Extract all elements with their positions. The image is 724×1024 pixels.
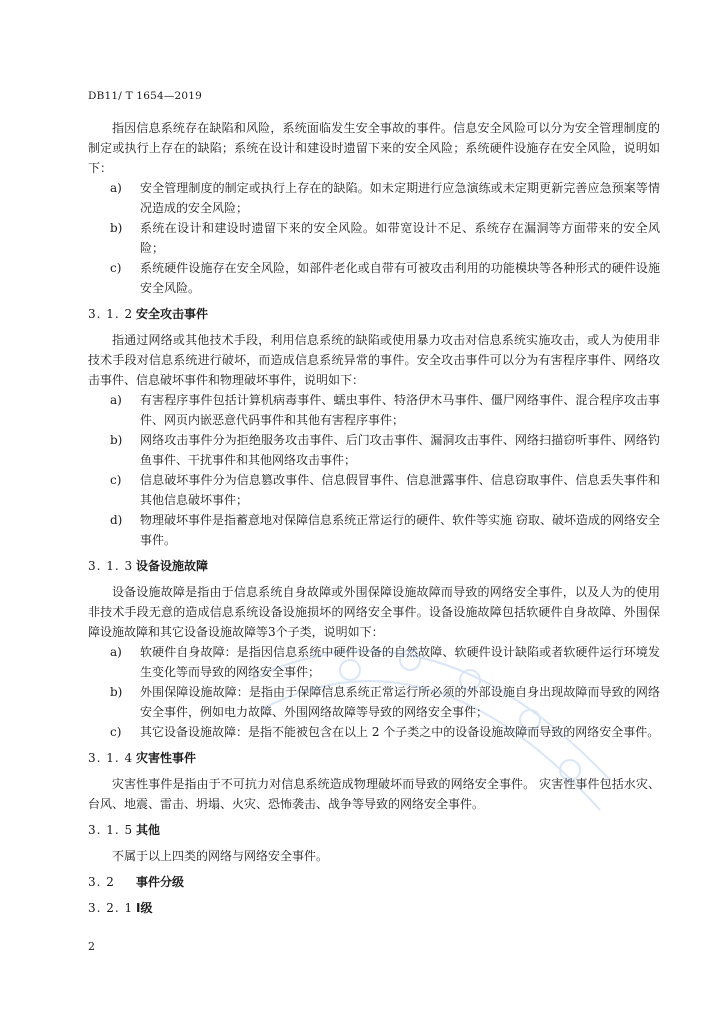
section-title: 灾害性事件 [136, 751, 197, 765]
list-item [88, 682, 660, 722]
paragraph: 设备设施故障是指由于信息系统自身故障或外围保障设施故障而导致的网络安全事件，以及人为的使用非技术手段无意的造成信息系统设备设施损坏的网络安全事件。设备设施故障包括软硬件自身故障、外围保障设施故障和其它设备设施故障等3个子类，说明如下： [88, 585, 660, 639]
paragraph: 灾害性事件是指由于不可抗力对信息系统造成物理破坏而导致的网络安全事件。 灾害性事件包括水灾、台风、地震、雷击、坍塌、火灾、恐怖袭击、战争等导致的网络安全事件。 [88, 777, 660, 811]
list-item [88, 722, 660, 742]
list-item [88, 390, 660, 430]
list-item [88, 430, 660, 470]
list-item-text: 系统在设计和建设时遗留下来的安全风险。如带宽设计不足、系统存在漏洞等方面带来的安全风险； [140, 221, 660, 255]
document-body [88, 118, 660, 924]
list-item [88, 178, 660, 218]
section-title: Ⅰ级 [136, 901, 153, 915]
section-heading [88, 820, 660, 840]
section-number: 3. 2. 1 [88, 901, 134, 915]
paragraph: 指通过网络或其他技术手段，利用信息系统的缺陷或使用暴力攻击对信息系统实施攻击，或人为使用非技术手段对信息系统进行破坏，而造成信息系统异常的事件。安全攻击事件可以分为有害程序事件、网络攻击事件、信息破坏事件和物理破坏事件，说明如下： [88, 333, 660, 387]
list-item-label: b) [110, 685, 123, 699]
list-item-text: 信息破坏事件分为信息篡改事件、信息假冒事件、信息泄露事件、信息窃取事件、信息丢失事件和其他信息破坏事件； [140, 473, 660, 507]
list-item-label: a) [110, 181, 122, 195]
list-item-text: 其它设备设施故障：是指不能被包含在以上 2 个子类之中的设备设施故障而导致的网络安全事件。 [140, 725, 660, 739]
section-heading [88, 898, 660, 918]
list-item-text: 网络攻击事件分为拒绝服务攻击事件、后门攻击事件、漏洞攻击事件、网络扫描窃听事件、网络钓鱼事件、干扰事件和其他网络攻击事件； [140, 433, 660, 467]
list-item-label: b) [110, 221, 123, 235]
section-heading [88, 872, 660, 892]
section-heading [88, 748, 660, 768]
list-item-label: c) [110, 261, 122, 275]
section-title: 其他 [136, 823, 161, 837]
list-item [88, 470, 660, 510]
section-number: 3. 2 [88, 875, 115, 889]
section-number: 3. 1. 4 [88, 751, 134, 765]
section-number: 3. 1. 5 [88, 823, 134, 837]
list-item [88, 510, 660, 550]
section-heading [88, 556, 660, 576]
list [88, 642, 660, 742]
list-item [88, 218, 660, 258]
section-heading [88, 304, 660, 324]
list-item-label: b) [110, 433, 123, 447]
list [88, 390, 660, 550]
list-item-text: 软硬件自身故障：是指因信息系统中硬件设备的自然故障、软硬件设计缺陷或者软硬件运行环境发生变化等而导致的网络安全事件； [140, 645, 660, 679]
list-item-label: c) [110, 725, 122, 739]
section-title: 安全攻击事件 [136, 307, 209, 321]
list-item-label: c) [110, 473, 122, 487]
list-item-text: 安全管理制度的制定或执行上存在的缺陷。如未定期进行应急演练或未定期更新完善应急预案等情况造成的安全风险； [140, 181, 660, 215]
list-item-label: a) [110, 645, 122, 659]
list-item-text: 系统硬件设施存在安全风险，如部件老化或自带有可被攻击利用的功能模块等各种形式的硬件设施安全风险。 [140, 261, 660, 295]
list-item-text: 外围保障设施故障：是指由于保障信息系统正常运行所必须的外部设施自身出现故障而导致的网络安全事件，例如电力故障、外围网络故障等导致的网络安全事件； [140, 685, 660, 719]
paragraph: 指因信息系统存在缺陷和风险，系统面临发生安全事故的事件。信息安全风险可以分为安全管理制度的制定或执行上存在的缺陷；系统在设计和建设时遗留下来的安全风险；系统硬件设施存在安全风险，说明如下： [88, 121, 660, 175]
section-title: 设备设施故障 [136, 559, 209, 573]
list [88, 178, 660, 298]
page-number: 2 [88, 940, 95, 953]
section-title: 事件分级 [136, 875, 185, 889]
paragraph: 不属于以上四类的网络与网络安全事件。 [112, 849, 329, 863]
document-id: DB11/ T 1654—2019 [88, 90, 203, 102]
section-number: 3. 1. 3 [88, 559, 134, 573]
list-item [88, 642, 660, 682]
list-item-label: a) [110, 393, 122, 407]
list-item-label: d) [110, 513, 123, 527]
list-item [88, 258, 660, 298]
list-item-text: 物理破坏事件是指蓄意地对保障信息系统正常运行的硬件、软件等实施 窃取、破坏造成的网络安全事件。 [140, 513, 660, 547]
section-number: 3. 1. 2 [88, 307, 134, 321]
list-item-text: 有害程序事件包括计算机病毒事件、蠕虫事件、特洛伊木马事件、僵尸网络事件、混合程序攻击事件、网页内嵌恶意代码事件和其他有害程序事件； [140, 393, 660, 427]
